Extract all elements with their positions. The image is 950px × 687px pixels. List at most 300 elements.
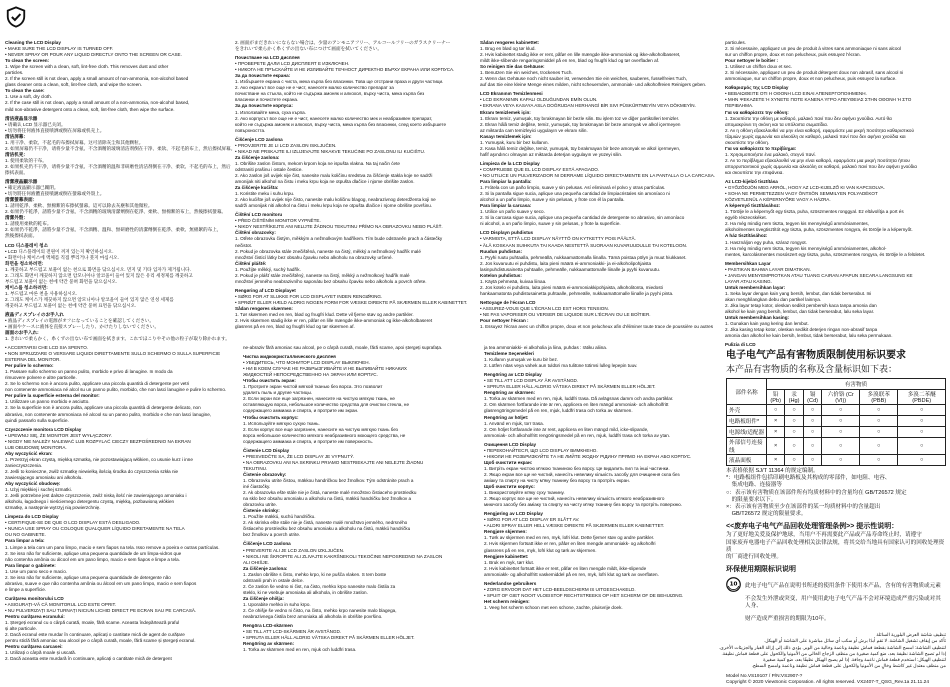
section-heading: 液晶ディスプレイのお手入れ — [5, 312, 64, 318]
hazardous-substance-section — [718, 346, 946, 687]
instruction-line: 1. Ekranı temiz, yumuşak, tüy bırakmayan bir bezle silin. Bu işlem toz ve diğer partikülleri temizler. — [480, 115, 680, 121]
instruction-line: 깨끗하고 부드럽고 보풀이 없는 천에 약간 묻혀 표면을 닦으십시오. — [5, 302, 137, 308]
instruction-line: • MAKE SURE THE LCD DISPLAY IS TURNED OFF. — [5, 46, 114, 52]
table-row — [727, 438, 946, 455]
table-row — [727, 455, 946, 466]
instruction-line: množství jemného neabrazivního saponátu bez obsahu čpavku nebo alkoholu a povrch otřete. — [235, 278, 427, 284]
instruction-line: • NON SPRUZZARE O VERSARE LIQUIDI DIRETTAMENTE SULLO SCHERMO O SULLA SUPERFICIE — [5, 351, 221, 357]
instruction-line: 1. Utilice un paño suave y seco. — [480, 209, 545, 215]
instruction-line: • 液晶ディスプレイの電源がオフになっていることを確認してください。 — [5, 318, 154, 324]
instruction-line: particles. — [5, 70, 24, 76]
substance-mark: ○ — [785, 405, 804, 416]
instruction-line: απορρυπαντικού χωρίς αμμωνία και αλκοόλη σε καθαρό, μαλακό πανί που δεν αφήνει χνούδια — [725, 163, 917, 169]
instruction-line: • JANGAN MENYEMPROTKAN ATAU TUANG CAIRAN APAPUN SECARA LANGSUNG KE — [725, 272, 913, 278]
col-group-header: 有害物质 — [767, 379, 946, 390]
instruction-line: • UPEWNIJ SIĘ, ŻE MONITOR JEST WYŁĄCZONY. — [5, 432, 113, 438]
section-heading: Para limpiar la pantalla: — [480, 179, 532, 185]
section-heading: Čišćenje LCD zaslona — [235, 136, 283, 142]
instruction-line: • NIGDY NIE NALEŻY NALEWAĆ LUB ROZPYLAĆ CIECZY BEZPOŚREDNIO NA EKRAN — [5, 438, 191, 444]
instruction-line: particules. — [725, 40, 746, 45]
section-heading: To clean the screen: — [5, 58, 50, 64]
instruction-line: • NU PULVERIZAȚI SAU TURNAȚI NICIUN LICHID DIRECT PE ECRAN SAU PE CARCASĂ. — [5, 607, 197, 613]
instruction-line: 2. Αν η οθόνη εξακολουθεί να μην είναι καθαρή, εφαρμόστε μια μικρή ποσότητα καθαριστικού — [725, 127, 914, 133]
section-heading: A képernyő tisztításához: — [725, 203, 781, 209]
section-heading: LCD 디스플레이 청소 — [5, 242, 49, 248]
instruction-line: • 確定液晶顯示器已關閉。 — [5, 185, 59, 191]
instruction-line: 2. Lütfen nitas veya vahek aun tuldüri ma tulitüne tütimsi lulleg lepepin tuuv. — [484, 363, 638, 369]
instruction-line: 2. Se isso não for suficiente, aplique uma pequena quantidade de detergente não — [5, 574, 171, 580]
instruction-line: • SPRUTA ELLER HÄLL ALDRIG VÄTSKA DIREKT PÅ SKÄRMEN ELLER HÖLJET. — [243, 635, 415, 641]
hazard-table — [726, 378, 946, 466]
section-heading: Čiščenje LCD zaslona — [243, 541, 291, 547]
section-heading: To clean the case: — [5, 88, 45, 94]
instruction-line: pentru sticlă fără amoniac sau alcool pe o cârpă curată, moale, fără scame și ștergeți ecranul. — [5, 638, 196, 644]
instruction-line: 1. Benutzen Sie ein weiches, trockenes Tuch. — [480, 70, 573, 76]
substance-mark: ○ — [898, 416, 946, 427]
section-heading: Rengöra LCD-skärmen — [243, 623, 293, 629]
substance-mark: ○ — [860, 416, 898, 427]
section-heading: Untuk membersihkan kasing: — [725, 315, 790, 321]
instruction-line: iné čiastočky. — [243, 484, 271, 490]
instruction-line: 1. Pyyhi ruutu puhtaalla, pehmeällä, nukkaamattomalla liinalla. Tämä poistaa pölyn ja muut hiukkaset. — [480, 254, 687, 260]
instruction-line: egyéb részecskéket. — [725, 215, 767, 221]
instruction-line: 2. Si la pantalla sigue sucia, aplique una pequeña cantidad de limpiacristales sin amoníaco ni — [480, 191, 670, 197]
instruction-line: 1. Essuyez l'écran avec un chiffon propre, doux et non pelucheux afin d'éliminer toute trace de poussière ou autres — [480, 324, 714, 330]
instruction-line: • EKRANA VEYA KASAYA ASLA DOĞRUDAN HERHANGİ BİR SIVI PÜSKÜRTMEYİN VEYA DÖKMEYİN. — [480, 103, 696, 109]
section-heading: Za čišćenje kućišta: — [235, 185, 279, 191]
instruction-line: 2. Ak obrazovka ešte stále nie je čistá, naneste malé množstvo čistiaceho prostriedku — [243, 490, 417, 496]
instruction-line: 2. Якщо екран все ще не чистий, нанесіть невелику кількість засобу для очищення скла без — [484, 471, 680, 477]
instruction-line: 2. Ako zaslon još uvijek nije čist, nanesite malu količinu sredstva za čišćenje stakla koje ne sadrži — [235, 172, 433, 178]
part-name: 电源线/适配器 — [727, 427, 767, 438]
col-part-header: 部件名称 — [727, 379, 767, 405]
substance-mark: ○ — [803, 438, 822, 455]
instruction-line: 1. Käytä pehmeää, kuivaa liinaa. — [480, 278, 547, 284]
section-heading: Czyszczenie monitora LCD Display — [5, 426, 82, 432]
note-line: 本表格依据 SJ/T 11364 的规定编制。 — [726, 468, 819, 474]
instruction-line: • NEVER SPRAY OR POUR ANY LIQUID DIRECTLY ONTO THE SCREEN OR CASE. — [5, 52, 182, 58]
arabic-line: من منظف معتدل غير كاشط وخالٍ من الأمونيا والكحول على قطعة قماش نظيفة وناعمة وامسح السطح. — [751, 662, 946, 668]
section-heading: Rengøring af LCD Displayet — [235, 287, 296, 293]
section-heading: Čištění LCD monitoru — [235, 212, 283, 218]
env-line: 财产造成严重损害的期限为10年。 — [745, 615, 830, 622]
instruction-line: 1. Obrazovku utrite čistou, mäkkou handričkou bez žmolkov. Tým odstránite prach a — [243, 477, 414, 483]
instruction-line: 1. Przetrzyj ekran czystą, miękką szmatką, nie pozostawiającą włókien, co usunie kurz i inne — [5, 456, 193, 462]
instruction-line: glassrens på en ren, myk, lofri klut og tørk av skjermen. — [484, 547, 597, 553]
table-row — [727, 416, 946, 427]
substance-header: 铅 (Pb) — [767, 390, 785, 405]
instructions-column-4 — [725, 40, 945, 348]
instruction-line: • PRESVEDČTE SA, ŽE LCD DISPLAY JE VYPNUTÝ. — [243, 453, 355, 459]
section-heading: Limpeza do LCD Display — [5, 514, 59, 520]
instruction-line: hafif aşındırıcı olmayan az miktarda deterjan uygulayın ve yüzeyi silin. — [480, 151, 623, 157]
substance-mark: ○ — [767, 405, 785, 416]
instruction-line: 1. Χρησιμοποιήστε ένα μαλακό, στεγνό πανί. — [725, 151, 816, 157]
instruction-line: 1. Use um pano seco e macio. — [5, 568, 68, 574]
instruction-line: 2. Ekran hâlâ temiz değilse, temiz, yumuşak, tüy bırakmayan bir beze amonyak ve alkol içermeyen — [480, 121, 681, 127]
section-heading: Щоб очистити корпус: — [484, 484, 535, 490]
section-heading: Rengöring av skärmen: — [484, 390, 536, 396]
section-heading: Чтобы очистить корпус: — [243, 414, 299, 420]
instruction-line: 2. Jika kasing tetap kotor, oleskan sedikit deterjen ringan non-abrasif tanpa — [725, 327, 878, 333]
section-heading: Kotelon puhdistus: — [480, 272, 522, 278]
instruction-line: 2. Jos kotelo ei puhdistu, laita pieni määrä ei-ammoniakkipohjaista, alkoholitonta, miedosti — [480, 284, 663, 290]
instruction-line: ESTERNA DEL MONITOR. — [5, 357, 61, 363]
instruction-line: ЖИДКОСТЕЙ НЕПОСРЕДСТВЕННО НА ЭКРАН ИЛИ КОРПУС. — [243, 372, 378, 378]
section-heading: 清潔液晶顯示器 — [5, 179, 38, 185]
section-heading: Čištění obrazovky: — [235, 230, 276, 236]
substance-mark: × — [767, 416, 785, 427]
instruction-line: 2. Ha még mindig nem tiszta, tegyen kis mennyiségű ammóniamentes, — [725, 221, 870, 227]
substance-mark: ○ — [898, 427, 946, 438]
instruction-line: 1. Torka av skärmen med en ren, mjuk, luddfri trasa. Då avlägsnas damm och andra partiklar. — [484, 396, 674, 402]
instruction-line: odstraniti prašinu i ostale čestice. — [235, 166, 303, 172]
note-line: 的限量要求以下。 — [726, 496, 777, 503]
section-heading: Za čiščenje zaslona: — [243, 565, 288, 571]
instruction-line: власинки и почистете екрана. — [235, 97, 299, 103]
instruction-line: • НИКОГА НЕ ПРЪСКАЙТЕ И НЕ ИЗЛИВАЙТЕ ТЕЧНОСТ ДИРЕКТНО ВЪРХУ ЕКРАНА ИЛИ КОРПУСА. — [235, 67, 455, 73]
section-heading: Za čišćenje zaslona: — [235, 154, 280, 160]
section-heading: Щоб очистити екран: — [484, 459, 533, 465]
instruction-line: 2. 如果仍不乾淨，請將少量不含氨、不含酒精、溫和、無研磨性的清潔劑倒在乾淨、柔軟、無棉絮的布上， — [5, 227, 222, 233]
instruction-line: 1. Uporabite mehko in suho krpo. — [243, 601, 311, 607]
instruction-line: • NA OBRAZOVKU ANI NA SKRINKU PRIAMO NESTRIEKAJTE ANI NELEJTE ŽIADNU — [243, 459, 424, 465]
instruction-line: • ПЕРЕКОНАЙТЕСЯ, ЩО LCD DISPLAY ВИМКНЕНО. — [484, 447, 598, 453]
instruction-line: sadrži amonijak niti alkohol na čistu i meku krpu koja ne otpušta dlačice i njome obrišite površinu. — [235, 203, 433, 209]
section-heading: Pentru curățarea carcasei: — [5, 644, 63, 650]
section-heading: Чистка жидкокристаллического дисплея — [243, 354, 336, 360]
instruction-line: ni alcohol, a un paño limpio, suave y sin pelusas, y frote la superficie. — [480, 221, 621, 227]
substance-mark: ○ — [860, 405, 898, 416]
instruction-line: 2. Om höljet fortfarande inte är rent, applicera en liten mängd mild, icke-slipande, — [484, 426, 649, 432]
section-heading: 케이스를 청소하려면: — [5, 284, 48, 290]
instruction-line: amonia dan alkohol ke kain bersih, lembut, tidak berserabut, lalu seka permukaan. — [725, 333, 893, 339]
instruction-line: alkohol ke kain yang bersih, lembut, dan tidak berserabut, lalu seka layar. — [725, 309, 875, 315]
instruction-line: 1. Törölje le a képernyőt egy tiszta, puha, szöszmentes ronggyal. Ez eltávolítja a port és — [725, 209, 904, 215]
instruction-line: OU NO GABINETE. — [5, 532, 46, 538]
substance-mark: ○ — [860, 427, 898, 438]
instruction-line: 1. Utilisez un chiffon doux et sec. — [725, 64, 793, 70]
instruction-line: 2. 如果屏幕仍不干净，请将少量不含氨、不含酒精的玻璃清洁剂倒在干净、柔软、不起毛的布上，然后擦拭屏幕。 — [5, 145, 236, 151]
instruction-line: na sklo bez obsahu amoniaku a alkoholu na čistú, mäkkú handričku bez žmolkov a — [243, 496, 412, 502]
substance-mark: × — [767, 438, 785, 455]
section-heading: Nederlandse gebruikers — [484, 580, 537, 586]
instruction-line: 1. Wipe the screen with a clean, soft, lint-free cloth. This removes dust and other — [5, 64, 169, 70]
instruction-line: повърхността. — [235, 127, 266, 133]
instruction-line: και σκουπίστε την επιφάνεια. — [725, 169, 784, 175]
instruction-line: auf das Sie eine kleine Menge eines milden, nicht scheuernden, ammoniak- und alkoholfreien Reinigers geben. — [480, 82, 707, 88]
instruction-line: 2. Αν το περίβλημα εξακολουθεί να μην είναι καθαρό, εφαρμόστε μια μικρή ποσότητα ήπιου — [725, 157, 910, 163]
section-heading: За да почистите екрана: — [235, 73, 291, 79]
instruction-line: e limpe a superfície. — [5, 586, 47, 592]
substance-mark: ○ — [822, 438, 860, 455]
instructions-column-7 — [484, 345, 720, 663]
instruction-line: 2. Ако корпусът все още не е чист, нанесете малко количество мек и неабразивен препарат, — [235, 115, 433, 121]
substance-header: 汞 (Hg) — [785, 390, 804, 405]
note-line: GB/T26572 规定的限量要求。 — [726, 511, 807, 518]
instruction-line: 1. Используйте мягкую сухую ткань. — [243, 420, 320, 426]
section-heading: 清洁机壳： — [5, 151, 28, 157]
section-heading: Kasayı temizlemek için: — [480, 133, 532, 139]
instruction-line: содержащего аммиака и спирта, и протрите им экран. — [243, 408, 359, 414]
section-heading: Membersihkan Layar — [725, 260, 771, 266]
section-heading: Per pulire la superficie esterna del monitor: — [5, 393, 100, 399]
substance-mark: ○ — [803, 405, 822, 416]
instruction-line: • УБЕДИТЕСЬ, ЧТО МОНИТОР LCD DISPLAY ВЫКЛЮЧЕН. — [243, 360, 370, 366]
instruction-line: ворса небольшое количество мягкого неабразивного моющего средства, не — [243, 432, 406, 438]
section-heading: За да почистите корпуса: — [235, 103, 293, 109]
section-heading: LCD Ekranının Temizlenmesi — [480, 91, 543, 97]
substance-mark: ○ — [822, 427, 860, 438]
instruction-line: • SØRG FOR AT SLUKKE FOR LCD DISPLAYET INDEN RENGØRING. — [235, 293, 383, 299]
substance-header: 多溴二苯醚 (PBDE) — [898, 390, 946, 405]
instruction-line: • НІКОЛИ НЕ РОЗБРИЗКУЙТЕ ТА НЕ ЛИЙТЕ ЖОДНУ РІДИНУ ПРЯМО НА ЕКРАН АБО КОРПУС. — [484, 453, 692, 459]
substance-mark: ○ — [785, 416, 804, 427]
section-heading: Curățarea monitorului LCD — [5, 595, 64, 601]
instruction-line: 2. Dacă ecranul este murdar în continuare, aplicați o cantitate mică de agent de curățare — [5, 632, 185, 638]
part-name: 外壳 — [727, 405, 767, 416]
instruction-line: 2. Če ohišje še vedno ni čisto, na čisto, mehko krpo nanesite malo blagega, — [243, 607, 397, 613]
instruction-line: steklo, ki ne vsebuje amoniaka ali alkohola, in obrišite zaslon. — [243, 589, 368, 595]
instruction-line: não contenha amônia ou álcool em um pano limpo, macio e sem fiapos e limpe a tela. — [5, 556, 180, 562]
section-heading: 화면을 청소하려면: — [5, 260, 44, 266]
section-heading: Čištění pláště: — [235, 260, 267, 266]
substance-header: 多溴联苯 (PBB) — [860, 390, 898, 405]
instruction-line: • SØRG FOR AT LCD DISPLAY ER SLÅTT AV. — [484, 517, 580, 523]
instruction-line: nečistot. — [235, 242, 253, 248]
section-heading: Ruudun puhdistus: — [480, 248, 523, 254]
section-heading: A ház tisztításához: — [725, 233, 768, 239]
instruction-line: 1. Σκουπίστε την οθόνη με καθαρό, μαλακό πανί που δεν αφήνει χνούδια. Αυτό θα — [725, 115, 892, 121]
instruction-line: 1. Otřete obrazovku čistým, měkkým a nežmolkovým hadříkem. Tím bude odstraněn prach a částečky — [235, 236, 443, 242]
section-heading: Очищення LCD Display — [484, 441, 537, 447]
instruction-line: 擦拭表面。 — [5, 169, 28, 175]
instruction-line: 2. Si nécessaire, appliquez un peu de produit à vitres sans ammoniaque ni sans alcool — [725, 46, 901, 52]
instruction-line: • PASTIKAN BAHWA LAYAR DIMATIKAN. — [725, 266, 811, 272]
arabic-instructions — [718, 632, 946, 668]
instruction-line: • ASSUREZ-VOUS QUE L'ÉCRAN LCD EST HORS TENSION. — [480, 305, 609, 311]
instruction-line: 1. Použijte měkký, suchý hadřík. — [235, 266, 301, 272]
instruction-line: • PREVERITE ALI JE LCD ZASLON IZKLJUČEN. — [243, 547, 345, 553]
instruction-line: • SOHA NE PERMETEZZEN VAGY ÖNTSÖN SEMMILYEN FOLYADÉKOT — [725, 191, 878, 197]
section-heading: Rengjøring av LCD Display — [484, 511, 543, 517]
instructions-column-6 — [243, 345, 475, 663]
instruction-line: 1. Ștergeți ecranul cu o cârpă curată, moale, fără scame. Aceasta îndepărtează praful — [5, 620, 180, 626]
instruction-line: 2. 如果仍不乾淨，請將少量不含氨、不含酒精的玻璃清潔劑倒在乾淨、柔軟、無棉絮的布上，然後擦拭螢幕。 — [5, 209, 227, 215]
section-heading: Limpieza de la LCD Display — [480, 160, 540, 166]
footer — [726, 674, 946, 687]
instruction-line: 1. Använd en mjuk, torr trasa. — [484, 420, 545, 426]
instruction-line: 2. Wenn das Gehäuse noch nicht sauber ist, verwenden Sie ein weiches, sauberes, fusselfreies Tuch, — [480, 76, 688, 82]
substance-mark: ○ — [898, 438, 946, 455]
instruction-line: 2. Če zaslon še vedno ni čist, na čisto, mehko krpo nanesite malo čistila za — [243, 583, 396, 589]
instruction-line: 1. Brug en blød og tør klud. — [480, 46, 536, 52]
section-heading: Pentru curățarea ecranului: — [5, 614, 65, 620]
substance-mark: ○ — [803, 427, 822, 438]
instruction-line: • NUNCA USE SPRAY OU COLOQUE QUALQUER LÍQUIDO DIRETAMENTE NA TELA — [5, 526, 185, 532]
arabic-line: تنظيف شاشة العرض البلورية السائلة — [876, 632, 946, 638]
instruction-line: alcohol a un paño limpio, suave y sin pelusas, y frote con él la pantalla. — [480, 197, 625, 203]
instruction-line: • 切勿将任何液体直接喷洒或倒在屏幕或机壳上。 — [5, 127, 105, 133]
instruction-line: mild non-abrasive detergent onto a clean, soft, lint-free cloth, then wipe the surface. — [5, 106, 175, 112]
part-name: 电路板组件* — [727, 416, 767, 427]
instruction-line: neabrazivnega čistila brez amoniaka ali alkohola in obrišite površino. — [243, 614, 383, 620]
substance-mark: ○ — [860, 455, 898, 466]
svg-text:10: 10 — [729, 581, 738, 588]
copyright: Copyright © 2020 ViewSonic Corporation. All rights reserved. VX2407-T_QSG_Rev.1a 21.11.24 — [726, 680, 929, 686]
instruction-line: • ПРОВЕРЕТЕ ДАЛИ LCD ДИСПЛЕЯТ Е ИЗКЛЮЧЕН. — [235, 61, 350, 67]
instruction-line: 1. 부드럽고 마른 천을 사용하십시오. — [5, 290, 78, 296]
instruction-line: 1. Használjon egy puha, száraz rongyot. — [725, 239, 807, 245]
section-heading: Para limpiar la carcasa: — [480, 203, 532, 209]
instructions-column-1 — [5, 40, 236, 342]
recycle-title: <<废弃电子电气产品回收处理管理条例>> 提示性说明： — [726, 523, 899, 531]
substance-mark: × — [767, 455, 785, 466]
arabic-line: لتنظيف الهيكل: استخدم قطعة قماش ناعمة وجافة. إذا لم يصبح الهيكل نظيفًا بعد، ضع كمية صغيرة — [763, 656, 946, 662]
instruction-line: 1. Použite mäkkú, suchú handričku. — [243, 514, 316, 520]
instruction-line: содержащего аммиака и спирта, и протрите им поверхность. — [243, 438, 374, 444]
section-heading: Čistenie skrinky: — [243, 508, 280, 514]
instruction-line: amonijak niti alkohol na čistu i meku krpu koja ne otpušta dlačice i njome obrišite zaslon. — [235, 179, 415, 185]
section-heading: Az LCD-kijelző tisztítása — [725, 179, 778, 185]
instruction-line: миючого засобу без аміаку та спирту на чисту м'яку тканину без ворсу та протріть поверхню. — [484, 502, 682, 508]
instruction-line: • 请确认 LCD 显示器已关闭。 — [5, 121, 66, 127]
instruction-line: 1. 깨끗하고 부드럽고 보풀이 없는 천으로 화면을 닦으십시오. 먼지 및 기타 입자가 제거됩니다. — [5, 266, 191, 272]
instruction-line: • SPUIT OF GIET NOOIT VLOEISTOF RECHTSTREEKS OP HET SCHERM OF DE BEHUIZING. — [484, 592, 684, 598]
instruction-line: 2. 如果机壳仍不干净，请将少量不含氨、不含酒精的温和非研磨性清洁剂倒在干净、柔软、不起毛的布上，然后 — [5, 163, 231, 169]
instruction-line: • NIKOLI NE ŠKROPITE ALI ZLIVAJTE KAKRŠNEKOLI TEKOČINE NEPOSREDNO NA ZASLON — [243, 553, 443, 559]
instruction-line: 然後擦拭表面。 — [5, 233, 38, 239]
substance-mark: ○ — [860, 438, 898, 455]
instruction-line: • NIKAD NE PRSKAJTE ILI IZLIJEVAJTE NIKAKVE TEKUĆINE PO ZASLONU ILI KUĆIŠTU. — [235, 148, 426, 154]
instruction-line: 1. 用干净、柔软、不起毛的布擦拭屏幕。这可清除灰尘和其他颗粒。 — [5, 139, 144, 145]
substance-mark: ○ — [785, 438, 804, 455]
model-number: Model No.VS19107 / P/N:VS2907-? — [726, 673, 803, 679]
instruction-line: 2. Se lo schermo non è ancora pulito, applicare una piccola quantità di detergente per vetri — [5, 381, 190, 387]
instruction-line: 1. Tørk av skjermen med en ren, myk, lofri klut. Dette fjerner støv og andre partikler. — [484, 535, 655, 541]
instruction-line: 1. Obrišite zaslon čistom, mekom krpom koja ne ispušta vlakna. Na taj način ćete — [235, 160, 400, 166]
instruction-line: szmatkę, a następnie wytrzyj nią powierzchnię. — [5, 505, 101, 511]
instruction-line: • PROVJERITE JE LI LCD ZASLON ISKLJUČEN. — [235, 142, 337, 148]
instruction-line: 1. Kullanın yumuşak ve kuru bir bez. — [484, 357, 559, 363]
instruction-line: 1. Використовуйте м'яку суху тканину. — [484, 490, 565, 496]
instruction-line: • ASIGURAȚI-VĂ CĂ MONITORUL LCD ESTE OPRIT. — [5, 601, 117, 607]
instruction-line: 1. Torka av skärmen med en ren, mjuk och luddfri trasa. — [243, 647, 357, 653]
instruction-line: • ZORG ERVOOR DAT HET LCD-BEELDSCHERM IS UITGESCHAKELD. — [484, 586, 636, 592]
instruction-line: аміаку та спирту на чисту м'яку тканину без ворсу та протріть екран. — [484, 477, 630, 483]
instruction-line: 1. Tør skærmen med en ren, blød og fnugfri klud. Dette vil fjerne støv og andre partikler. — [235, 312, 414, 318]
instruction-line: 1. Use a soft, dry cloth. — [5, 94, 52, 100]
section-heading: Per pulire lo schermo: — [5, 363, 54, 369]
instruction-line: をきれいで柔らかく糸くずの出ない布につけて画面を拭いてください。 — [235, 46, 382, 52]
instruction-line: • SE TILL ATT LCD DISPLAY ÄR AVSTÄNGD. — [484, 378, 579, 384]
instruction-line: почистване на стъкла, който не съдържа амоняк и алкохол, върху чиста, мека кърпа без — [235, 91, 425, 97]
hazard-title: 电子电气产品有害物质限制使用标识要求 — [726, 350, 906, 361]
section-heading: Rengöring av höljet: — [484, 414, 529, 420]
substance-mark: ○ — [803, 416, 822, 427]
instruction-line: удалить пыль и другие частицы. — [243, 390, 313, 396]
part-name: 液晶面板 — [727, 455, 767, 466]
instruction-line: 1. 使用柔软的干布。 — [5, 157, 47, 163]
instruction-line: 1. きれいで柔らかく、糸くずの出ない布で画面を拭きます。これでほこりやその他の粒子が取り除かれます。 — [5, 336, 230, 342]
section-heading: Temizleme Seçenekleri — [484, 351, 534, 357]
substance-mark: ○ — [785, 427, 804, 438]
instruction-line: 1. 請使用柔軟的乾布。 — [5, 221, 52, 227]
instruction-line: 1. Veeg het scherm schoon met een schone, zachte, pluisvrije doek. — [484, 604, 623, 610]
instruction-line: • 画面やケースに液体を直接スプレーしたり、かけたりしないでください。 — [5, 324, 160, 330]
instruction-line: 1. Витріть екран чистою м'якою тканиною без ворсу. Це видалить пил та інші частинки. — [484, 465, 670, 471]
section-heading: Čistenie obrazovky: — [243, 471, 287, 477]
instruction-line: 2. Ak skrinka ešte stále nie je čistá, naneste malé množstvo jemného, nedrsného — [243, 520, 408, 526]
substance-mark: ○ — [803, 455, 822, 466]
instruction-line: 2. Если корпус все еще загрязнен, нанесите на чистую мягкую ткань без — [243, 426, 398, 432]
instruction-line: 2. 그래도 케이스가 깨끗하지 않으면 암모니아나 알코올이 들어 있지 않은 연성 세제를 — [5, 296, 174, 302]
section-heading: Cleaning the LCD Display — [5, 40, 61, 45]
section-heading: Pour nettoyer l'écran : — [480, 318, 529, 324]
instruction-line: alkoholmentes üvegtisztítót egy tiszta, puha, szöszmentes rongyra, és törölje le a képernyőt. — [725, 227, 913, 233]
instruction-line: KÖZVETLENÜL A KÉPERNYŐRE VAGY A HÁZRA. — [725, 197, 831, 203]
section-heading: Sådan rengøres skærmen: — [235, 305, 293, 311]
instruction-line: az miktarda cam temizleyici uygulayın ve ekranı silin. — [480, 127, 588, 133]
instruction-line: 1. Koristite meku i suhu krpu. — [235, 191, 295, 197]
instruction-line: bez žmolkov a povrch utrite. — [243, 532, 301, 538]
section-heading: Чтобы очистить экран: — [243, 378, 296, 384]
section-heading: Čistenie LCD Display — [243, 447, 290, 453]
instruction-line: 1. Използвайте мека, суха кърпа. — [235, 109, 306, 115]
instruction-line: 2. Hvis skærmen stadig ikke er ren, påfør en lille mængde ikke-ammoniak og ikke-alkoholbaseret — [235, 318, 433, 324]
section-heading: Ekranı temizlemek için: — [480, 109, 531, 115]
instruction-line: 2. Se isso não for suficiente, aplique uma pequena quantidade de um limpa-vidros que — [5, 550, 182, 556]
section-heading: 清潔螢幕表面： — [5, 197, 38, 203]
instruction-line: • ACCERTARSI CHE LCD SIA SPENTO. — [5, 345, 89, 350]
table-row — [727, 405, 946, 416]
instruction-line: 1. Избършете екрана с чиста, мека кърпа без власинки. Това ще отстрани праха и други частици. — [235, 79, 444, 85]
instruction-line: lasinpuhdistusainetta puhtaalle, pehmeälle, nukkaamattomalle liinalle ja pyyhi kuvaruutu. — [480, 266, 661, 272]
instruction-line: mildt ikke-slibende rengøringsmiddel på en ren, blød og fnugfri klud og tør overfladen af. — [480, 58, 660, 64]
substance-header: 六价铬 (Cr (VI)) — [822, 390, 860, 405]
env-line: 不会发生外泄或突变，用户使用此电子电气产品不会对环境造成严重污染或对其人身、 — [745, 595, 941, 609]
section-heading: Pulizia di LCD — [725, 342, 756, 348]
instruction-line: čistiaceho prostriedku bez obsahu amoniaku a alkoholu na čistú, mäkkú handričku — [243, 526, 411, 532]
section-heading: Aby wyczyścić obudowę: — [5, 481, 61, 487]
instruction-line: 2. If the screen still is not clean, apply a small amount of non-ammonia, non-alcohol based — [5, 76, 189, 82]
section-heading: Za čiščenje ohišja: — [243, 595, 284, 601]
instruction-line: 1. Zaslon obrišite s čisto, mehko krpo, ki ne pušča vlaken. S tem boste — [243, 571, 387, 577]
instruction-line: ne-abraziv fără amoniac sau alcool, pe o cârpă curată, moale, fără scame, apoi ștergeți suprafața. — [243, 345, 443, 350]
section-heading: 画面のお手入れ: — [5, 330, 39, 336]
instruction-line: 2. Если экран все еще загрязнен, нанесите на чистую мягкую ткань, не — [243, 396, 395, 402]
instruction-line: • NIKDY NESTŘÍKEJTE ANI NELIJTE ŽÁDNOU TEKUTINU PŘÍMO NA OBRAZOVKU NEBO PLÁŠŤ. — [235, 224, 443, 230]
instruction-line: • LCD EKRANININ KAPALI OLDUĞUNDAN EMİN OLUN. — [480, 97, 598, 103]
instruction-line: • PŘED ČIŠTĚNÍM MONITOR VYPNĚTE. — [235, 218, 321, 224]
section-heading: Pour nettoyer le boîtier : — [725, 58, 779, 64]
instructions-column-5 — [5, 345, 229, 663]
instruction-line: 2. Jos kuvaruutu ei puhdistu, laita pieni määrä ei-ammoniakki- ja ei-alkoholipohjaista — [480, 260, 652, 266]
instruction-line: τζαμιών χωρίς αμμωνία και αλκοόλη σε καθαρό, μαλακό πανί που δεν αφήνει χνούδια και — [725, 133, 906, 139]
instruction-line: 1. Протрите экран чистой мягкой тканью без ворса. Это позволит — [243, 384, 383, 390]
instruction-line: 2. Si la carcasa sigue sucia, aplique una pequeña cantidad de detergente no abrasivo, sin amoníaco — [480, 215, 685, 221]
instruction-line: LUB OBUDOWĘ MONITORA. — [5, 444, 67, 450]
section-heading: So reinigen Sie das Gehäuse: — [480, 64, 545, 70]
instruction-line: 2. 그래도 화면이 깨끗하지 않으면 암모니아나 알코올이 들어 있지 않은 유리 세정제를 깨끗하고 — [5, 272, 193, 278]
instruction-line: 2. Hvis skjermen fortsatt ikke er ren, påfør en liten mengde ammoniakk- og alkoholfri — [484, 541, 656, 547]
instruction-line: množství čisticí látky bez obsahu čpavku nebo alkoholu na obrazovky určené. — [235, 254, 393, 260]
instruction-line: • SPRUTA ELLER HÄLL ALDRIG VÄTSKA DIREKT PÅ SKÄRMEN ELLER HÖLJET. — [484, 384, 656, 390]
instruction-line: 1. Yumuşak, kuru bir bez kullanın. — [480, 139, 549, 145]
instruction-line: • 화면이나 케이스에 액체를 직접 뿌리거나 붓지 마십시오. — [5, 254, 119, 260]
env-line: 此电子电气产品在说明书所述的使用条件下使用本产品，含有的有害物质或元素 — [745, 582, 941, 589]
instruction-line: 2. Pokud je obrazovka stále znečištěná, naneste na čistý, měkký a nežmolkový hadřík malé — [235, 248, 421, 254]
